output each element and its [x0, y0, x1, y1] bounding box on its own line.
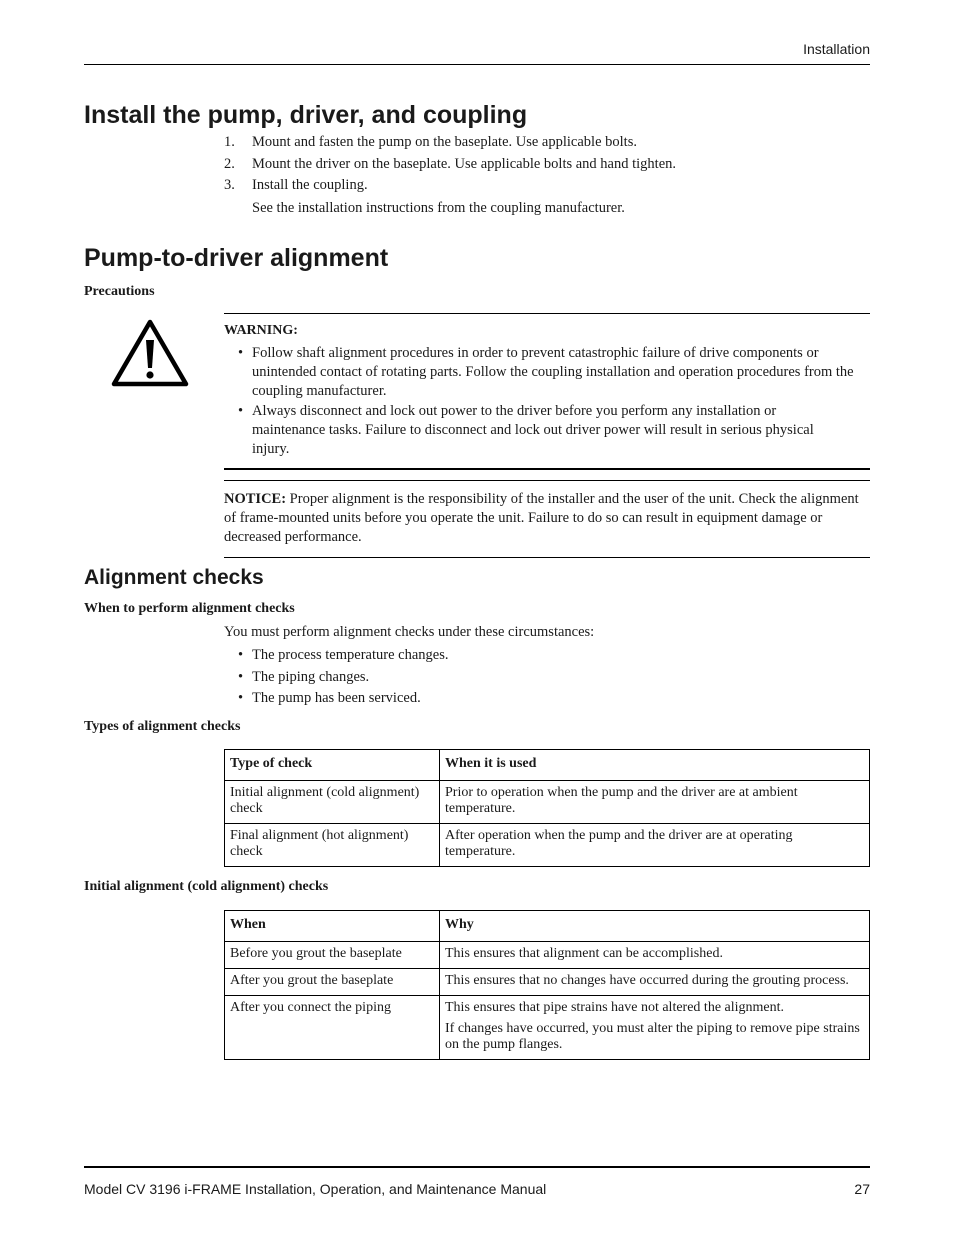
types-table [224, 749, 870, 867]
table-row [225, 942, 870, 969]
table-row [225, 824, 870, 867]
table-header-cell: When it is used [440, 750, 870, 781]
install-step: 3. Install the coupling. [224, 177, 368, 193]
warning-top-rule [224, 313, 870, 314]
table-header-row [225, 750, 870, 781]
table-cell-paragraph: If changes have occurred, you must alter the piping to remove pipe strains on the pump flanges. [445, 1021, 860, 1052]
alignment-checks-title: Alignment checks [84, 566, 264, 589]
header-rule [84, 64, 870, 65]
initial-table [224, 910, 870, 1060]
alignment-title: Pump-to-driver alignment [84, 244, 389, 272]
warning-triangle-icon [110, 318, 190, 388]
table-row [225, 969, 870, 996]
notice-top-rule [224, 480, 870, 481]
page-number: 27 [854, 1181, 870, 1197]
notice-text: Proper alignment is the responsibility of the installer and the user of the unit. Check the alignment of frame-mounted units before you operate the unit. Failure to do so can result in equipment damage or decreased performance. [224, 491, 859, 545]
table-cell: Prior to operation when the pump and the driver are at ambient temperature. [440, 781, 870, 824]
table-header-cell: When [225, 911, 440, 942]
footer-rule [84, 1166, 870, 1168]
when-intro: You must perform alignment checks under these circumstances: [224, 624, 595, 640]
initial-heading: Initial alignment (cold alignment) checks [84, 879, 329, 894]
table-row [225, 996, 870, 1060]
table-cell [440, 996, 870, 1060]
table-cell: After operation when the pump and the driver are at operating temperature. [440, 824, 870, 867]
install-step: 1. Mount and fasten the pump on the baseplate. Use applicable bolts. [224, 134, 637, 150]
table-cell: This ensures that alignment can be accomplished. [440, 942, 870, 969]
table-cell: Before you grout the baseplate [225, 942, 440, 969]
install-step: 2. Mount the driver on the baseplate. Use applicable bolts and hand tighten. [224, 156, 677, 172]
table-cell: Initial alignment (cold alignment) check [225, 781, 440, 824]
install-step3-note: See the installation instructions from the coupling manufacturer. [252, 200, 625, 216]
warning-label: WARNING: [224, 323, 298, 338]
table-header-row [225, 911, 870, 942]
notice-block [224, 490, 864, 547]
when-list: • The process temperature changes. • The piping changes. • The pump has been serviced. [238, 647, 449, 706]
table-header-cell: Why [440, 911, 870, 942]
notice-bottom-rule [224, 557, 870, 558]
warning-list: • Follow shaft alignment procedures in order to prevent catastrophic failure of drive components or unintended contact of rotating parts. Follow the coupling installation and operation procedures from the coupling manufacturer. • Always disconnect and lock out power to the driver before you perform any installation or maintenance tasks. Failure to disconnect and lock out driver power will result in serious physical injury. [238, 345, 854, 457]
running-head: Installation [803, 41, 870, 57]
precautions-heading: Precautions [84, 284, 155, 299]
table-row [225, 781, 870, 824]
footer-manual-title: Model CV 3196 i-FRAME Installation, Operation, and Maintenance Manual [84, 1181, 547, 1197]
table-cell: After you grout the baseplate [225, 969, 440, 996]
table-cell: This ensures that no changes have occurred during the grouting process. [440, 969, 870, 996]
install-title: Install the pump, driver, and coupling [84, 101, 528, 129]
when-heading: When to perform alignment checks [84, 601, 295, 616]
notice-label: NOTICE: [224, 491, 287, 507]
table-cell-paragraph: This ensures that pipe strains have not altered the alignment. [445, 1000, 785, 1015]
table-header-cell: Type of check [225, 750, 440, 781]
table-cell: After you connect the piping [225, 996, 440, 1060]
types-heading: Types of alignment checks [84, 719, 241, 734]
warning-bottom-rule [224, 468, 870, 470]
table-cell: Final alignment (hot alignment) check [225, 824, 440, 867]
